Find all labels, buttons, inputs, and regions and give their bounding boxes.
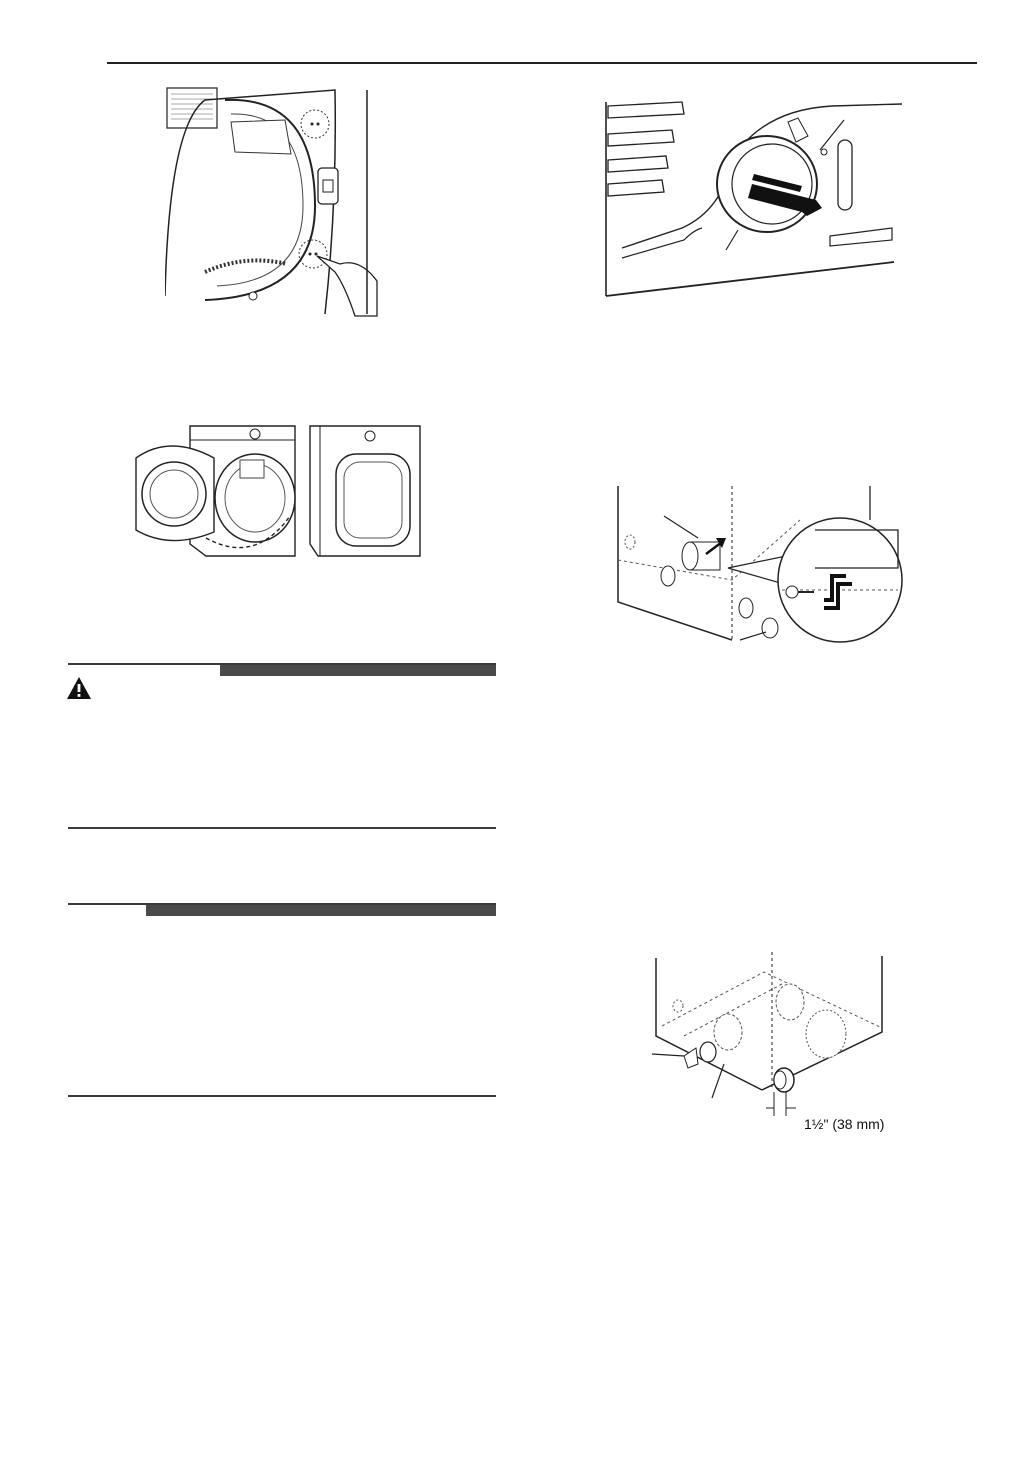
door-screws-figure	[165, 86, 380, 318]
side-exhaust-figure	[610, 480, 910, 652]
note-header-bar	[146, 905, 496, 916]
note-bottom-rule	[68, 1095, 496, 1097]
warning-bottom-rule	[68, 827, 496, 829]
warning-icon	[66, 676, 92, 705]
warning-header-bar	[220, 665, 496, 676]
bottom-exhaust-dimension-label: 1½" (38 mm)	[804, 1116, 885, 1132]
header-rule	[107, 62, 977, 64]
exhaust-duct-figure	[602, 100, 902, 300]
bottom-exhaust-figure	[650, 952, 910, 1138]
door-reversal-figure	[130, 420, 422, 565]
